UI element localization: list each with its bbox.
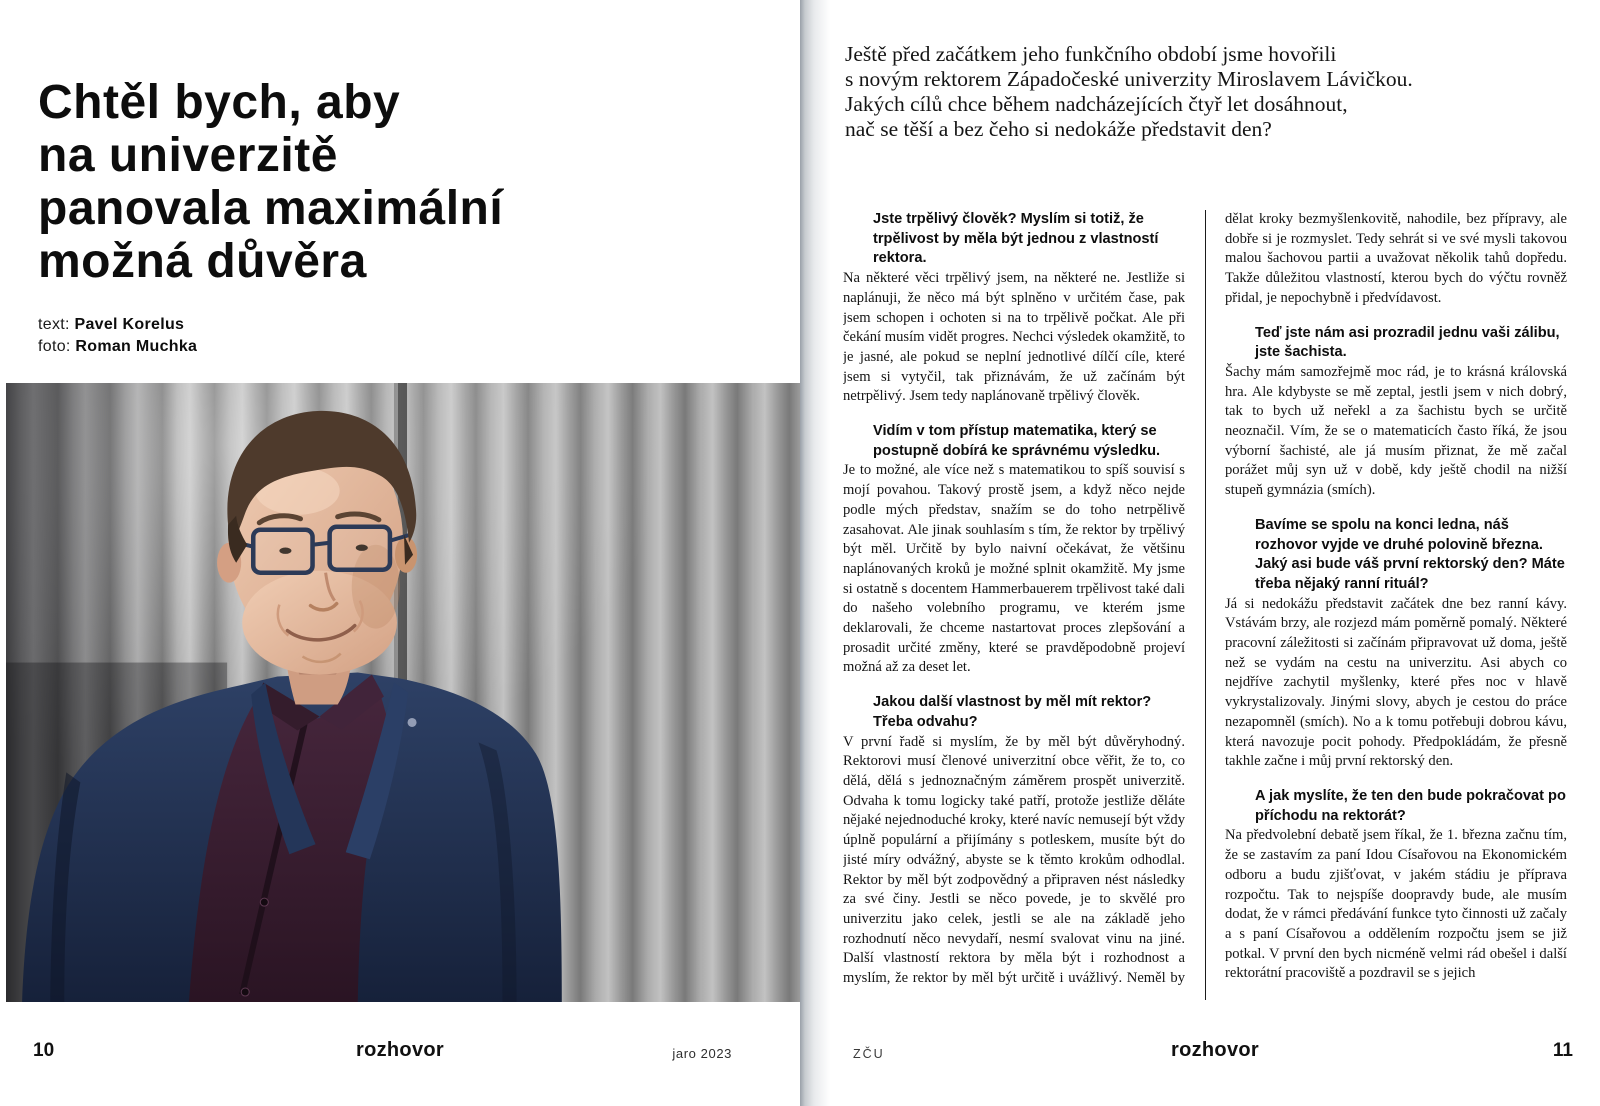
photo-author: Roman Muchka bbox=[75, 338, 198, 355]
section-title: rozhovor bbox=[356, 1039, 444, 1061]
portrait-illustration bbox=[6, 383, 800, 1002]
interview-answer: V první řadě si myslím, že by měl být důvěryhodný. Rektorovi musí členové univerzitní obce věřit, že to, co dělá, dělá s jednoznačným záměrem prospět univerzitě. Odvaha k tomu logicky také patří, protože jestliže děláte nějaké nejednoduché kroky, které navíc nemusejí být vždy úplně populární a přijímány s potleskem, musíte být do jisté míry odvážný, abyste se k těmto krokům odhodlal. Rektor by měl být zodpovědný a připraven nést následky za své činy. Jestli se něco povede, je to skvělé pro univerzitu jako celek, jestli se ale na základě jeho rozhodnutí něco nevydaří, nesmí svalovat vinu na jiné. Další vlastností rektora by měla být i rozhodnost a myslím, že rektor by měl být určitě i uvážlivý. Neměl by dělat kroky bezmyšlenkovitě, nahodile, bez přípravy, ale dobře si je rozmyslet. Tedy sehrát si ve své mysli takovou malou šachovou partii a uvažovat několik tahů dopředu. Takže důležitou vlastností, kterou bych do výčtu rovněž přidal, je nepochybně i předvídavost. bbox=[843, 211, 1567, 987]
page-title bbox=[38, 76, 738, 288]
interview-question: Jakou další vlastnost by měl mít rektor? Třeba odvahu? bbox=[873, 694, 1152, 730]
section-title: rozhovor bbox=[1171, 1039, 1259, 1061]
qa-block bbox=[843, 210, 1185, 407]
credit-photo-row bbox=[38, 336, 197, 358]
page-number: 11 bbox=[1552, 1040, 1573, 1061]
interview-answer: Na některé věci trpělivý jsem, na některé ne. Jestliže si naplánuji, že něco má být splněno v určitém čase, pak jsem schopen i ochoten si na to trpělivě počkat. Ale při čekání musím vidět progres. Nechci výsledek okamžitě, to je jasné, ale pokud se neplní jednotlivé dílčí cíle, které jsem si vytyčil, tak přiznávám, že už začínám být netrpělivý. Jsem tedy naplánovaně trpělivý člověk. bbox=[843, 270, 1185, 405]
intro-line: nač se těší a bez čeho si nedokáže představit den? bbox=[845, 117, 1272, 141]
headline-line: panovala maximální bbox=[38, 182, 504, 236]
issue-label: jaro 2023 bbox=[672, 1046, 732, 1061]
interview-answer: Šachy mám samozřejmě moc rád, je to krásná královská hra. Ale kdybyste se mě zeptal, jestli jsem v nich dobrý, tak to bych už neřekl a za šachistu bych se určitě neoznačil. Vím, že se o matematicích často říká, že jsou výborní šachisté, ale já musím přiznat, že mě začal porážet můj syn už v době, kdy ještě chodil na nižší stupeň gymnázia (smích). bbox=[1225, 363, 1567, 499]
qa-block bbox=[1225, 787, 1567, 984]
text-author: Pavel Korelus bbox=[74, 316, 185, 333]
qa-block bbox=[1225, 516, 1567, 772]
interview-question: Teď jste nám asi prozradil jednu vaši zálibu, jste šachista. bbox=[1255, 324, 1560, 361]
interview-answer: Já si nedokážu představit začátek dne bez ranní kávy. Vstávám brzy, ale rozjezd mám poměrně pomalý. Některé pracovní záležitosti si začínám připravovat už doma, ještě než se vydám na cestu na univerzitu. Asi abych co nejdříve zachytil myšlenky, které přes noc v hlavě vykrystalizovaly. Jinými slovy, abych je cestou do práce nezapomněl (smích). No a k tomu potřebuji dobrou kávu, která navozuje pocit pohody. Předpokládám, že přesně takhle začne i můj první rektorský den. bbox=[1225, 595, 1567, 770]
headline-line: Chtěl bych, aby bbox=[38, 76, 401, 130]
face bbox=[217, 411, 417, 675]
intro-line: Ještě před začátkem jeho funkčního období jsme hovořili bbox=[845, 42, 1337, 66]
article-columns bbox=[843, 210, 1567, 1000]
interview-question: Jste trpělivý člověk? Myslím si totiž, že trpělivost by měla být jednou z vlastností rektora. bbox=[873, 211, 1159, 267]
photo-credit-label: foto: bbox=[38, 338, 71, 355]
rector-portrait-photo bbox=[6, 383, 800, 1002]
university-brand: ZČU bbox=[853, 1047, 885, 1061]
interview-question: A jak myslíte, že ten den bude pokračovat po příchodu na rektorát? bbox=[1255, 787, 1566, 824]
lapel-pin bbox=[408, 718, 417, 727]
intro-line: Jakých cílů chce během nadcházejících čtyř let dosáhnout, bbox=[845, 92, 1348, 116]
page-fold bbox=[800, 0, 834, 1106]
text-credit-label: text: bbox=[38, 316, 70, 333]
interview-question: Vidím v tom přístup matematika, který se postupně dobírá ke správnému výsledku. bbox=[873, 423, 1161, 459]
page-number: 10 bbox=[33, 1040, 55, 1061]
credits bbox=[38, 314, 197, 358]
intro-line: s novým rektorem Západočeské univerzity Miroslavem Lávičkou. bbox=[845, 67, 1413, 91]
interview-answer: Je to možné, ale více než s matematikou to spíš souvisí s mojí povahou. Takový prostě jsem, a když něco nejde podle mých představ, snažím se do toho netrpělivě zasahovat. Ale jinak souhlasím s tím, že rektor by trpělivý být měl. Určitě by bylo naivní očekávat, že většinu naplánovaných kroků je možné splnit okamžitě. My jsme si ostatně s docentem Hammerbauerem trpělivost také dali do našeho volebního programu, ve kterém jsme deklarovali, že chceme nastartovat proces zlepšování a prosadit určité změny, které se pravděpodobně projeví možná až za deset let. bbox=[843, 462, 1185, 676]
article-intro bbox=[845, 42, 1555, 142]
headline-line: na univerzitě bbox=[38, 129, 338, 183]
qa-block bbox=[843, 422, 1185, 678]
qa-block bbox=[1225, 324, 1567, 501]
interview-question: Bavíme se spolu na konci ledna, náš rozhovor vyjde ve druhé polovině března. Jaký asi bude váš první rektorský den? Máte třeba nějaký ranní rituál? bbox=[1255, 516, 1565, 592]
interview-answer: Na předvolební debatě jsem říkal, že 1. března začnu tím, že se zastavím za paní Idou Císařovou na Ekonomickém odboru a budu zjišťovat, v jakém stádiu je příprava rozpočtu. Tak to nejspíše doopravdy bude, ale musím dodat, že v rámci předávání funkce tyto činnosti už začaly a s paní Císařovou a oddělením rozpočtu jsem se již potkal. V první den bych nicméně velmi rád obešel i další rektorátní pracoviště a pozdravil se s jejich bbox=[1225, 827, 1567, 982]
credit-text-row bbox=[38, 314, 197, 336]
headline-line: možná důvěra bbox=[38, 235, 367, 289]
